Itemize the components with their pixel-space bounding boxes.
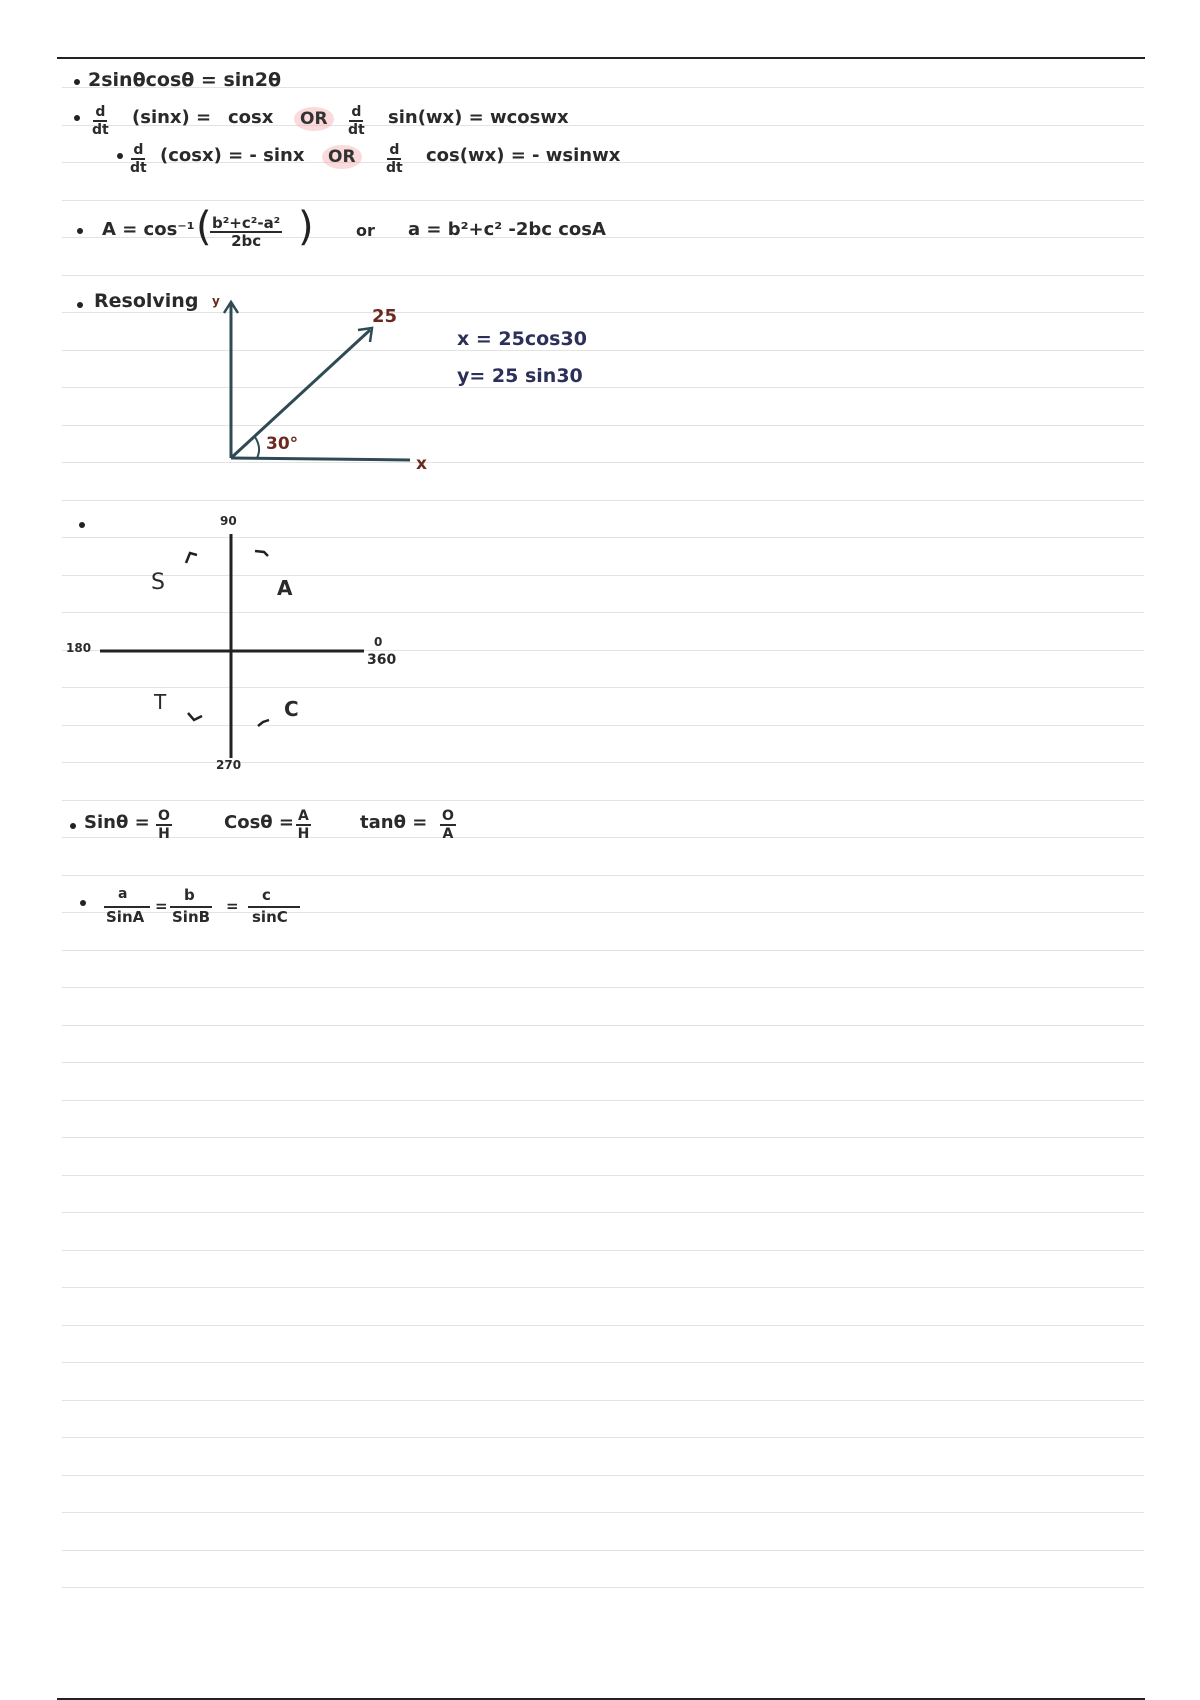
sin-ratio-fraction: $\frac{O}{H}$ [158, 808, 170, 842]
sine-rule-b: b [184, 886, 195, 904]
quadrant-c: C [284, 697, 299, 721]
cosx-result: cosx [228, 107, 274, 128]
sin-wx-derivative: sin(wx) = wcoswx [388, 107, 569, 128]
angle-360-label: 360 [367, 652, 397, 668]
angle-label: 30° [266, 434, 299, 454]
or-highlight: OR [322, 145, 362, 169]
quadrant-t: T [154, 690, 167, 714]
cast-arrow-t [188, 713, 202, 720]
derivative-fraction: $\frac{d}{dt}$ [348, 104, 365, 138]
angle-180-label: 180 [66, 641, 92, 655]
derivative-fraction: $\frac{d}{dt}$ [130, 142, 147, 176]
derivative-fraction: $\frac{d}{dt}$ [92, 104, 109, 138]
sin-ratio-label: Sinθ = [84, 812, 150, 833]
equals-sign: = [226, 897, 239, 915]
vector-magnitude: 25 [372, 306, 398, 327]
sine-rule-c: c [262, 886, 271, 904]
vector-line [231, 330, 370, 458]
or-highlight: OR [294, 107, 334, 131]
or-text: or [356, 221, 375, 240]
sinx-derivative: (sinx) = [132, 107, 212, 128]
bullet [70, 823, 76, 829]
cosine-rule-side: a = b²+c² -2bc cosA [408, 219, 606, 240]
y-axis-label: y [212, 294, 220, 308]
x-component: x = 25cos30 [457, 328, 587, 350]
quadrant-s: S [151, 570, 165, 595]
x-axis-label: x [416, 454, 427, 474]
sine-rule-sinB: SinB [172, 908, 211, 926]
angle-arc [255, 437, 259, 458]
left-paren: ( [196, 204, 212, 250]
sine-rule-sinA: SinA [106, 908, 145, 926]
sine-rule-sinC: sinC [252, 908, 288, 926]
resolving-label: Resolving [94, 290, 199, 312]
bullet [80, 900, 86, 906]
right-paren: ) [298, 204, 314, 250]
equals-sign: = [155, 897, 168, 915]
bullet [79, 522, 85, 528]
cosx-derivative: (cosx) = - sinx [160, 145, 305, 166]
cos-wx-derivative: cos(wx) = - wsinwx [426, 145, 621, 166]
cosine-rule-angle: A = cos⁻¹ [102, 219, 195, 240]
angle-270-label: 270 [216, 758, 242, 772]
y-component: y= 25 sin30 [457, 365, 583, 387]
cast-arrow-a [255, 551, 268, 556]
angle-0-label: 0 [374, 635, 383, 649]
cosine-rule-fraction: $\frac{\text{b²+c²-a²}}{2bc}$ [212, 214, 281, 250]
cast-arrow-s [186, 553, 197, 563]
derivative-fraction: $\frac{d}{dt}$ [386, 142, 403, 176]
cos-ratio-fraction: $\frac{A}{H}$ [297, 808, 310, 842]
double-angle-formula: 2sinθcosθ = sin2θ [88, 69, 282, 91]
angle-90-label: 90 [220, 514, 237, 528]
tan-ratio-fraction: $\frac{O}{A}$ [442, 808, 454, 842]
cast-arrow-c [258, 720, 269, 726]
quadrant-a: A [277, 576, 293, 600]
tan-ratio-label: tanθ = [360, 812, 428, 833]
cos-ratio-label: Cosθ = [224, 812, 295, 833]
sine-rule-a: a [118, 886, 128, 902]
